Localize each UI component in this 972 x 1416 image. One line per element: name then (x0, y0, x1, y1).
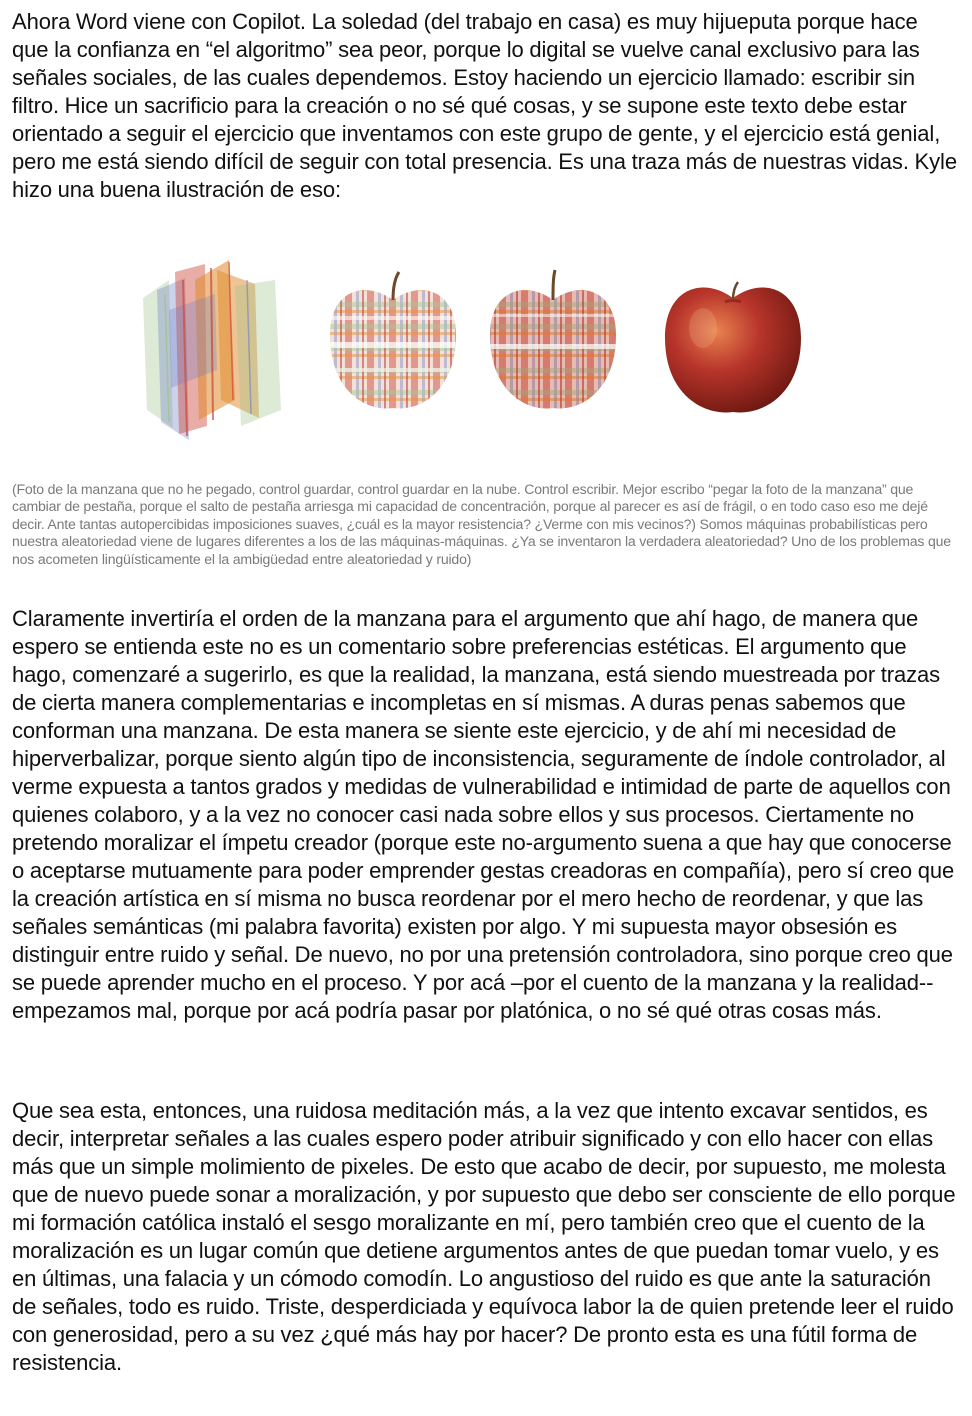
paragraph-2: Claramente invertiría el orden de la manzana para el argumento que ahí hago, de manera que espero se entienda este no es un comentario sobre preferencias estéticas. El argumento que hago, comenzaré a sugerirlo, es que la realidad, la manzana, está siendo muestreada por trazas de cierta manera complementarias e incompletas en sí mismas. A duras penas sabemos que conforman una manzana. De esta manera se siente este ejercicio, y de ahí mi necesidad de hiperverbalizar, porque siento algún tipo de inconsistencia, seguramente de índole controlador, al verme expuesta a tantos grados y medidas de vulnerabilidad e intimidad de parte de aquellos con quienes colaboro, y a la vez no conocer casi nada sobre ellos y sus procesos. Ciertamente no pretendo moralizar el ímpetu creador (porque este no-argumento suena a que hay que conocerse o aceptarse mutuamente para poder emprender gestas creadoras en compañía), pero sí creo que la creación artística en sí misma no busca reordenar por el mero hecho de reordenar, y que las señales semánticas (mi palabra favorita) existen por algo. Y mi supuesta mayor obsesión es distinguir entre ruido y señal. De nuevo, no por una pretensión controladora, sino porque creo que se puede aprender mucho en el proceso. Y por acá –por el cuento de la manzana y la realidad-- empezamos mal, porque por acá podría pasar por platónica, o no sé qué otras cosas más. (12, 606, 955, 1023)
apple-illustration-svg (125, 250, 825, 460)
paragraph-3: Que sea esta, entonces, una ruidosa meditación más, a la vez que intento excavar sentidos, es decir, interpretar señales a las cuales espero poder atribuir significado y con ello hacer con ellas más que un simple molimiento de pixeles. De esto que acabo de decir, por supuesto, me molesta que de nuevo puede sonar a moralización, y por supuesto que debo ser consciente de ello porque mi formación católica instaló el sesgo moralizante en mí, pero también creo que el cuento de la moralización es un lugar común que detiene argumentos antes de que puedan tomar vuelo, y es en últimas, una falacia y un cómodo comodín. Lo angustioso del ruido es que ante la saturación de señales, todo es ruido. Triste, desperdiciada y equívoca labor la de quien pretende leer el ruido con generosidad, pero a su vez ¿qué más hay por hacer? De pronto esta es una fútil forma de resistencia. (12, 1098, 956, 1375)
figure-caption: (Foto de la manzana que no he pegado, control guardar, control guardar en la nube. Control escribir. Mejor escribo “pegar la foto de la manzana” que cambiar de pestaña, porque el salto de pestaña arriesga mi capacidad de concentración, porque al parecer es así de frágil, o en todo caso eso me dejé decir. Ante tantas autopercibidas imposiciones suaves, ¿cuál es la mayor resistencia? ¿Verme con mis vecinos?) Somos máquinas probabilísticas pero nuestra aleatoriedad viene de lugares diferentes a los de las máquinas-máquinas. ¿Ya se inventaron la verdadera aleatoriedad? Uno de los problemas que nos acometen lingüísticamente el la ambigüedad entre aleatoriedad y ruido) (12, 481, 951, 567)
striped-apple-icon (330, 272, 460, 408)
fragmented-traces-icon (143, 260, 281, 440)
apple-illustration (125, 250, 825, 460)
photo-apple-icon (665, 282, 801, 412)
paragraph-1: Ahora Word viene con Copilot. La soledad (del trabajo en casa) es muy hijueputa porque hace que la confianza en “el algoritmo” sea peor, porque lo digital se vuelve canal exclusivo para las señales sociales, de las cuales dependemos. Estoy haciendo un ejercicio llamado: escribir sin filtro. Hice un sacrificio para la creación o no sé qué cosas, y se supone este texto debe estar orientado a seguir el ejercicio que inventamos con este grupo de gente, y el ejercicio está genial, pero me está siendo difícil de seguir con total presencia. Es una traza más de nuestras vidas. Kyle hizo una buena ilustración de eso: (12, 9, 957, 202)
striped-apple-icon-2 (490, 270, 620, 408)
